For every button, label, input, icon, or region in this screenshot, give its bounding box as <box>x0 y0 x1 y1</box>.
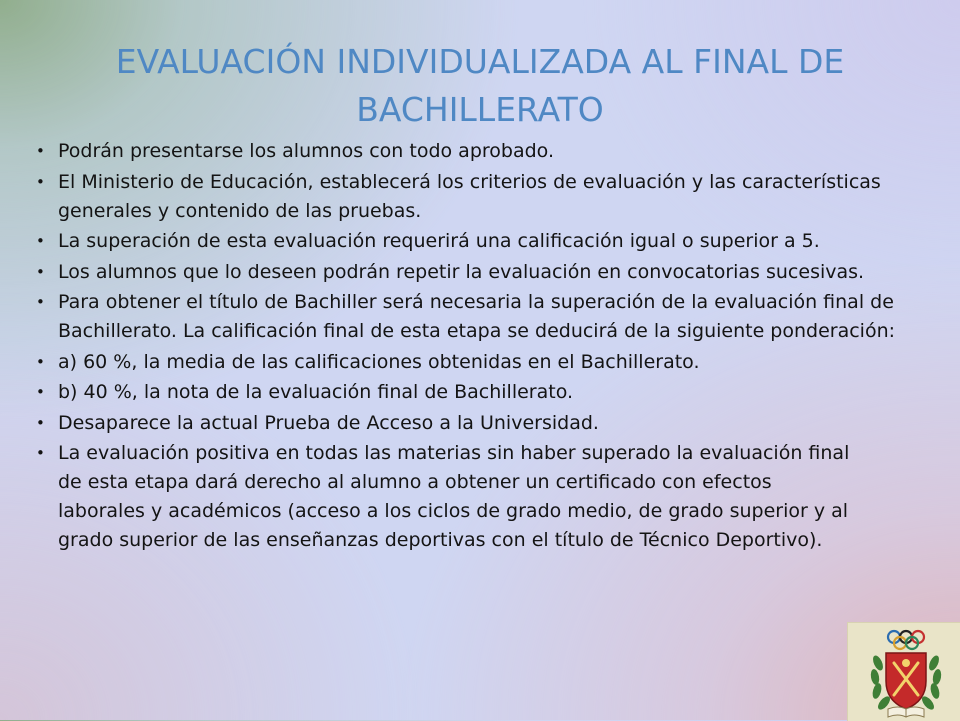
school-crest-icon <box>848 623 960 721</box>
bullet-dot: • <box>36 383 45 401</box>
bullet-text: Podrán presentarse los alumnos con todo aprobado. <box>58 140 554 162</box>
bullet-item <box>36 258 916 287</box>
bullet-dot: • <box>36 444 45 462</box>
school-crest <box>847 622 960 721</box>
slide-title: EVALUACIÓN INDIVIDUALIZADA AL FINAL DE BACHILLERATO <box>115 42 845 129</box>
bullet-dot: • <box>36 172 45 191</box>
bullet-text: Los alumnos que lo deseen podrán repetir la evaluación en convocatorias sucesivas. <box>58 260 865 283</box>
bullet-dot: • <box>36 142 45 160</box>
bullet-item <box>36 168 916 226</box>
bullet-text: b) 40 %, la nota de la evaluación final de Bachillerato. <box>58 381 574 403</box>
bullet-item <box>36 378 916 407</box>
bullet-text: Para obtener el título de Bachiller será necesaria la superación de la evaluación final de Bachillerato. La calificación final de esta etapa se deducirá de la siguiente ponderación: <box>58 291 896 342</box>
bullet-item <box>36 227 916 256</box>
bullet-text: El Ministerio de Educación, establecerá los criterios de evaluación y las características generales y contenido de las pruebas. <box>58 170 881 222</box>
bullet-dot: • <box>36 232 45 250</box>
bullet-item <box>36 409 916 438</box>
bullet-dot: • <box>36 262 45 281</box>
bullet-item <box>36 288 916 346</box>
bullet-item <box>36 439 858 555</box>
bullet-item <box>36 348 916 377</box>
bullet-dot: • <box>36 413 45 432</box>
bullet-text: Desaparece la actual Prueba de Acceso a la Universidad. <box>58 411 599 434</box>
bullet-text: La evaluación positiva en todas las materias sin haber superado la evaluación final de esta etapa dará derecho al alumno a obtener un certificado con efectos laborales y académicos (acceso a los ciclos de grado medio, de grado superior y al grado superior de las enseñanzas deportivas con el título de Técnico Deportivo). <box>58 442 850 551</box>
bullet-item <box>36 137 916 166</box>
bullet-text: a) 60 %, la media de las calificaciones obtenidas en el Bachillerato. <box>58 350 700 373</box>
bullet-text: La superación de esta evaluación requerirá una calificación igual o superior a 5. <box>58 230 820 252</box>
bullet-dot: • <box>36 293 45 311</box>
bullet-list <box>36 137 916 557</box>
bullet-dot: • <box>36 352 45 371</box>
